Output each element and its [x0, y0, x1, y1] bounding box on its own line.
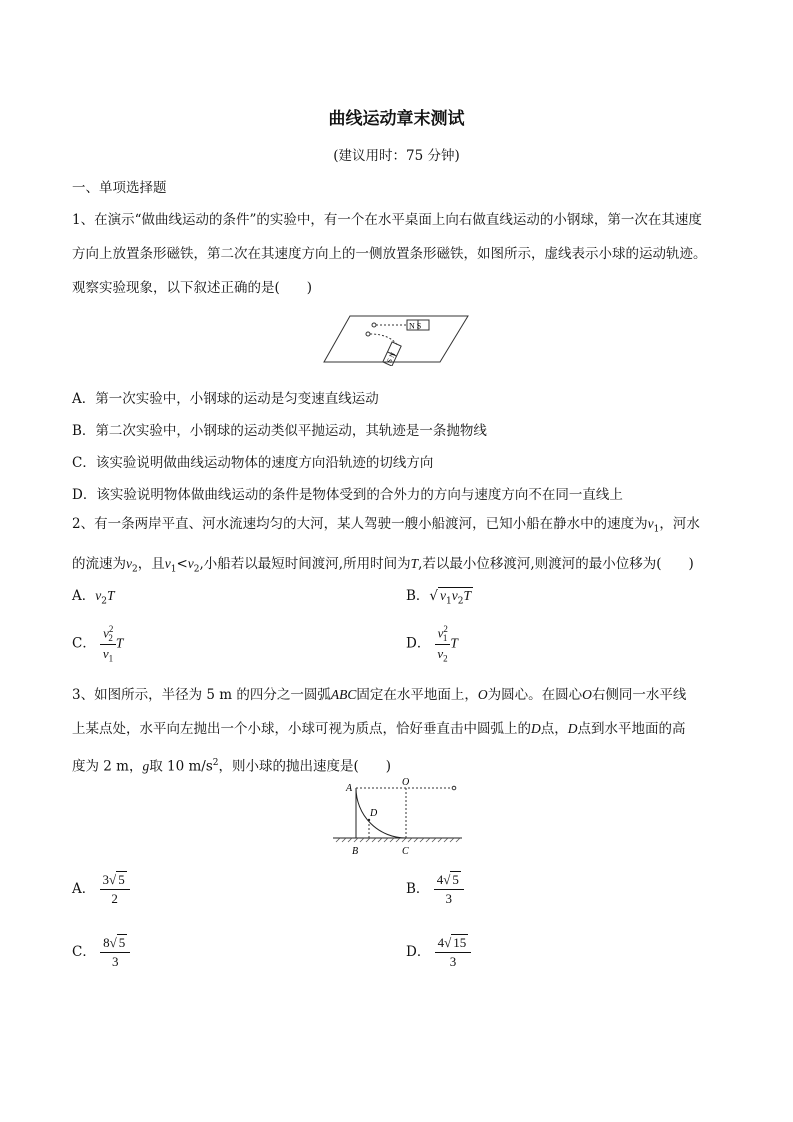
q2-option-d-label: D． [406, 635, 431, 652]
subscript: 2 [193, 564, 200, 575]
subscript: 1 [108, 653, 114, 664]
numerator [435, 624, 451, 645]
subscript: 1 [170, 564, 177, 575]
coefficient: 8 [103, 935, 110, 950]
q2-line-1-text: 2、有一条两岸平直、河水流速均匀的大河，某人驾驶一艘小船渡河，已知小船在静水中的速度为 [72, 516, 648, 532]
superscript: 2 [108, 624, 114, 634]
var-v: v [647, 516, 654, 531]
subscript: 2 [457, 596, 464, 607]
subscript: 1 [653, 524, 660, 535]
var-v: v [164, 555, 171, 571]
coefficient: 4 [437, 935, 445, 950]
denominator: 3 [445, 891, 453, 906]
label-o: O [402, 777, 410, 788]
subscript: 2 [443, 653, 448, 664]
document-subtitle: (建议用时：75 分钟) [333, 148, 460, 164]
q2-option-a [72, 584, 115, 607]
label-a: A [346, 783, 353, 794]
subscript: 2 [101, 596, 107, 607]
q3-text: 右侧同一水平线 [591, 687, 687, 703]
q2-line-2 [72, 547, 722, 587]
q3-text: 3、如图所示，半径为 5 m 的四分之一圆弧 [72, 687, 331, 703]
question-3-text [72, 678, 722, 784]
var-t: T [463, 588, 472, 603]
ground-hatching [336, 838, 460, 842]
superscript: 2 [212, 758, 219, 768]
q1-line-2: 方向上放置条形磁铁，第二次在其速度方向上的一侧放置条形磁铁，如图所示，虚线表示小球的运动轨迹。 [72, 246, 707, 262]
magnet-ns-label: N S [409, 321, 422, 331]
fraction [434, 872, 464, 907]
q1-option-d: D．该实验说明物体做曲线运动的条件是物体受到的合外力的方向与速度方向不在同一直线上 [72, 487, 623, 503]
denominator: 3 [111, 954, 119, 969]
q2-option-a-label: A． [72, 588, 96, 604]
q3-option-b-label: B． [406, 881, 430, 897]
var-t: T [450, 635, 458, 651]
label-c: C [402, 846, 409, 857]
fraction [435, 935, 472, 970]
radicand: 5 [118, 935, 126, 950]
q3-text: 点到水平地面的高 [577, 721, 686, 737]
var-v: v [95, 588, 102, 603]
var-g: g [142, 758, 150, 774]
q3-text: 点， [540, 721, 568, 737]
q2-line-2-mid: ，且 [137, 555, 165, 572]
q2-option-b-label: B． [406, 588, 430, 604]
q3-option-b [406, 872, 464, 907]
subscript: 1 [442, 632, 448, 643]
q2-line-1 [72, 507, 722, 547]
q3-option-c-label: C． [72, 944, 96, 960]
label-d: D [370, 808, 378, 819]
q3-option-a-label: A． [72, 881, 96, 897]
subscript: 2 [108, 632, 113, 643]
q1-option-b: B．第二次实验中，小钢球的运动类似平抛运动，其轨迹是一条抛物线 [72, 423, 487, 439]
q1-line-3: 观察实验现象，以下叙述正确的是( ) [72, 280, 313, 296]
var-t: T [410, 555, 419, 571]
q3-text: ，则小球的抛出速度是( ) [218, 758, 392, 775]
question-1-text [72, 203, 722, 305]
q2-line-2-text: 的流速为 [72, 555, 126, 572]
q1-option-a: A．第一次实验中，小钢球的运动是匀变速直线运动 [72, 391, 379, 407]
var-t: T [106, 588, 115, 603]
q2-line-2-end: ,若以最小位移渡河,则渡河的最小位移为( ) [418, 555, 694, 572]
numerator: 3√ 5 [100, 872, 130, 890]
denominator: 3 [449, 954, 457, 969]
q3-text: 固定在水平地面上， [356, 687, 478, 703]
subscript: 1 [446, 596, 452, 607]
var-v: v [187, 555, 194, 571]
q2-option-c [72, 624, 123, 664]
section-heading: 一、单项选择题 [72, 180, 167, 196]
q1-option-c: C．该实验说明做曲线运动物体的速度方向沿轨迹的切线方向 [72, 455, 434, 471]
var-v: v [102, 645, 109, 661]
q2-line-1-end: ，河水 [659, 516, 700, 532]
q2-option-d [406, 624, 458, 664]
q2-line-2-mid2: ,小船若以最短时间渡河,所用时间为 [199, 555, 411, 572]
q3-option-c [72, 935, 130, 970]
ball [452, 786, 456, 790]
var-v: v [437, 625, 444, 641]
point-d [368, 819, 370, 821]
radicand: 15 [453, 935, 467, 950]
var-d: D [567, 721, 578, 736]
fraction [100, 872, 130, 907]
coefficient: 4 [436, 872, 444, 887]
q3-option-a [72, 872, 130, 907]
fraction [100, 624, 116, 664]
q3-option-d-label: D． [406, 944, 431, 960]
var-o: O [477, 687, 488, 702]
var-v: v [437, 645, 444, 661]
numerator: 4√ 15 [435, 935, 472, 953]
var-t: T [115, 635, 124, 651]
superscript: 2 [443, 624, 448, 634]
var-v: v [440, 588, 447, 603]
var-d: D [531, 721, 541, 736]
sqrt-sign: √ [429, 588, 439, 604]
q3-text: 为圆心。在圆心 [487, 687, 583, 703]
q2-option-c-label: C． [72, 635, 96, 652]
var-v: v [103, 625, 109, 641]
q3-text: 取 10 m/s [149, 758, 213, 775]
numerator: 4√ 5 [434, 872, 464, 890]
denominator: 2 [111, 891, 118, 906]
q1-figure [322, 310, 472, 366]
q2-option-b [406, 584, 473, 607]
trajectory-2 [370, 334, 398, 346]
coefficient: 3 [102, 872, 110, 887]
fraction [435, 624, 451, 664]
subscript: 2 [132, 564, 138, 575]
ball-1 [372, 323, 376, 327]
q1-line-1: 1、在演示“做曲线运动的条件”的实验中，有一个在水平桌面上向右做直线运动的小钢球，第一次在其速度 [72, 212, 702, 228]
q3-option-d [406, 935, 471, 970]
question-2-text [72, 507, 722, 586]
radicand: 5 [118, 872, 125, 887]
denominator [100, 645, 116, 664]
var-abc: ABC [330, 687, 357, 702]
label-b: B [352, 846, 359, 857]
q3-text: 上某点处，水平向左抛出一个小球，小球可视为质点，恰好垂直击中圆弧上的 [72, 721, 531, 737]
arc-abc [356, 788, 406, 838]
numerator [100, 624, 116, 645]
var-v: v [126, 555, 132, 571]
q3-text: 度为 2 m， [72, 758, 143, 775]
document-title: 曲线运动章末测试 [328, 109, 465, 129]
radicand: 5 [452, 872, 459, 887]
var-v: v [451, 588, 458, 603]
q3-line-1 [72, 678, 722, 712]
less-than: < [176, 555, 188, 572]
fraction [100, 935, 130, 970]
numerator: 8√ 5 [100, 935, 130, 953]
var-o: O [582, 687, 592, 702]
ball-2 [366, 332, 370, 336]
sqrt-radicand [438, 587, 473, 607]
denominator [435, 645, 451, 664]
magnet-sn-label: S N [385, 351, 398, 365]
q3-figure [330, 776, 465, 858]
q3-line-2 [72, 712, 722, 746]
